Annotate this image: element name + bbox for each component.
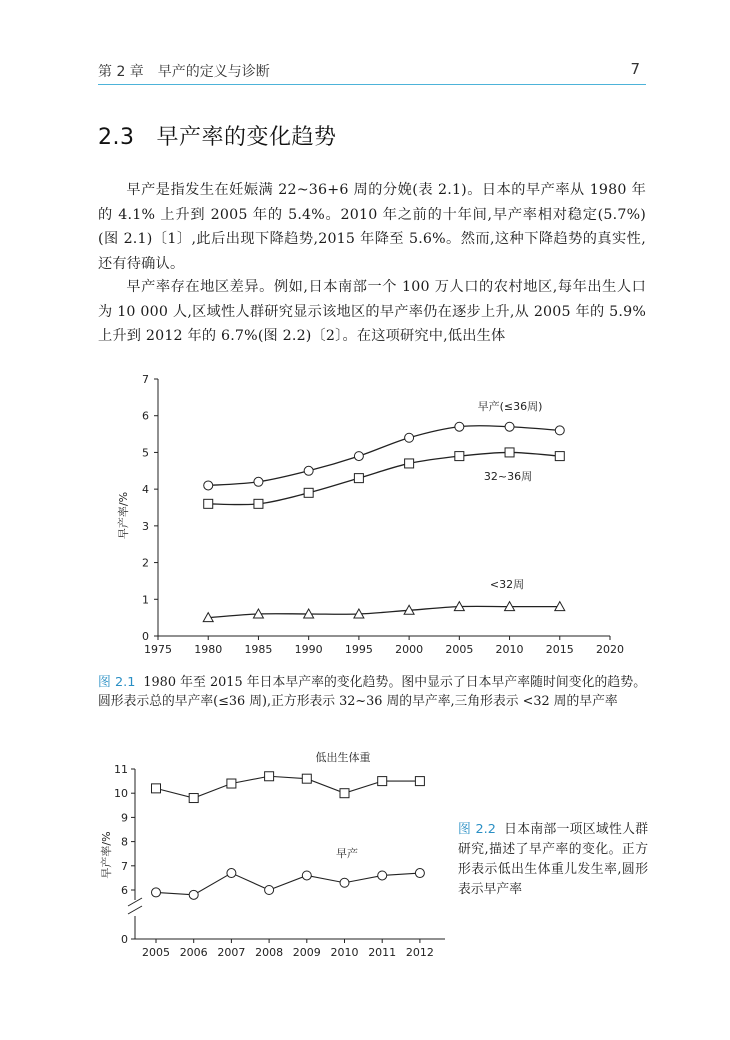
chart2-axis-break — [128, 906, 142, 914]
chart2-point — [265, 886, 274, 895]
chart1-y-tick-label: 7 — [142, 373, 149, 386]
chart2-axis-break — [128, 898, 142, 906]
chart2-y-tick-label: 8 — [121, 835, 128, 849]
chart1-point — [204, 481, 213, 490]
chart1-point — [455, 452, 464, 461]
chart2-y-tick-label: 7 — [121, 859, 128, 873]
figure-2-1-caption-text: 1980 年至 2015 年日本早产率的变化趋势。图中显示了日本早产率随时间变化的趋势。圆形表示总的早产率(≤36 周),正方形表示 32~36 周的早产率,三角形表示 <32 周的早产率 — [98, 675, 646, 709]
chart2-x-tick-label: 2011 — [368, 946, 397, 959]
chart1-y-tick-label: 4 — [142, 483, 149, 497]
chart1-point — [354, 474, 363, 483]
chart1-point — [354, 452, 363, 461]
figure-2-2-label: 图 2.2 — [458, 822, 496, 837]
chart1-x-tick-label: 1995 — [344, 643, 373, 656]
chart1-point — [304, 488, 313, 497]
chart1-point — [253, 609, 263, 618]
chart1-point — [404, 605, 414, 614]
chart2-point — [302, 774, 311, 783]
paragraph-2: 早产率存在地区差异。例如,日本南部一个 100 万人口的农村地区,每年出生人口为 10 000 人,区域性人群研究显示该地区的早产率仍在逐步上升,从 2005 年的 5.9% 上升到 2012 年的 6.7%(图 2.2)〔2〕。在这项研究中,低出生体 — [98, 279, 646, 344]
chart2-point — [227, 779, 236, 788]
chart1-point — [203, 613, 213, 622]
chart1-series-line — [208, 426, 560, 486]
chart2-x-tick-label: 2005 — [142, 946, 170, 959]
chart1-point — [354, 609, 364, 618]
chart1-point — [555, 426, 564, 435]
figure-2-2-caption — [458, 820, 648, 900]
chart1-x-tick-label: 2000 — [395, 643, 424, 656]
chart2-y-tick-label: 9 — [121, 811, 128, 825]
chart2-x-tick-label: 2012 — [405, 946, 434, 959]
chart2-series-line — [156, 873, 420, 895]
chart1-series-label: 32~36周 — [483, 470, 533, 483]
chart1-y-tick-label: 3 — [142, 519, 149, 533]
chart1-point — [505, 422, 514, 431]
chart2-point — [302, 871, 311, 880]
chart2-x-tick-label: 2010 — [330, 946, 359, 959]
chart2-point — [340, 789, 349, 798]
chart1-x-tick-label: 2010 — [495, 643, 524, 656]
chart1-point — [555, 602, 565, 611]
chart2-point — [152, 888, 161, 897]
chart2-series-line — [156, 776, 420, 798]
chart1-series-label: 早产(≤36周) — [477, 400, 543, 413]
chart2-y-axis-label: 早产率/% — [100, 831, 113, 879]
running-header — [98, 60, 646, 85]
chart1-point — [204, 499, 213, 508]
chart1-point — [505, 602, 515, 611]
chart2-y-tick-label: 10 — [114, 787, 128, 801]
chart1-series-label: <32周 — [489, 578, 525, 591]
chart1-point — [405, 459, 414, 468]
section-number: 2.3 — [98, 125, 135, 150]
chart1-point — [254, 499, 263, 508]
chart1-y-axis-label: 早产率/% — [117, 491, 130, 540]
chart1-series-line — [208, 452, 560, 504]
chart2-point — [152, 784, 161, 793]
chart1-y-tick-label: 0 — [142, 630, 149, 643]
figure-2-2-caption-text: 日本南部一项区域性人群研究,描述了早产率的变化。正方形表示低出生体重儿发生率,圆形表示早产率 — [458, 822, 649, 897]
chart2-x-tick-label: 2008 — [255, 946, 284, 959]
chart2-series-label: 低出生体重 — [315, 751, 371, 764]
chart1-point — [454, 602, 464, 611]
section-heading — [98, 120, 337, 151]
chart1-series-line — [208, 606, 560, 617]
chart1-x-tick-label: 1990 — [294, 643, 323, 656]
chart2-y-tick-label: 11 — [114, 763, 128, 776]
chart2-point — [265, 772, 274, 781]
figure-2-1-label: 图 2.1 — [98, 675, 136, 690]
chart2-x-tick-label: 2006 — [179, 946, 208, 959]
section-title: 早产率的变化趋势 — [156, 125, 337, 150]
chart1-x-tick-label: 2015 — [545, 643, 574, 656]
chart2-x-tick-label: 2007 — [217, 946, 246, 959]
chart1-x-tick-label: 2020 — [596, 643, 624, 656]
chart1-point — [455, 422, 464, 431]
chart1-point — [555, 452, 564, 461]
chart2-point — [415, 777, 424, 786]
chart1-x-tick-label: 1985 — [244, 643, 273, 656]
chart2-point — [340, 878, 349, 887]
page-number: 7 — [630, 60, 640, 78]
chapter-title: 第 2 章 早产的定义与诊断 — [98, 64, 270, 80]
chart2-point — [378, 777, 387, 786]
chart2-y-tick-label: 0 — [121, 933, 128, 946]
chart1-point — [304, 466, 313, 475]
chart2-series-label: 早产 — [336, 847, 358, 860]
chart1-x-tick-label: 1975 — [144, 643, 172, 656]
chart1-x-tick-label: 2005 — [445, 643, 474, 656]
chart1-y-tick-label: 2 — [142, 556, 149, 570]
chart2-point — [415, 869, 424, 878]
chart1-point — [505, 448, 514, 457]
chart1-y-tick-label: 1 — [142, 593, 149, 607]
chart1-y-tick-label: 5 — [142, 446, 149, 460]
chart2-y-tick-label: 6 — [121, 884, 128, 897]
paragraph-1: 早产是指发生在妊娠满 22~36+6 周的分娩(表 2.1)。日本的早产率从 1980 年的 4.1% 上升到 2005 年的 5.4%。2010 年之前的十年间,早产率相对稳定(5.7%)(图 2.1)〔1〕,此后出现下降趋势,2015 年降至 5.6%。然而,这种下降趋势的真实性,还有待确认。 — [98, 182, 646, 272]
chart1-y-tick-label: 6 — [142, 409, 149, 423]
chart1-point — [304, 609, 314, 618]
chart1-point — [254, 477, 263, 486]
figure-2-1-caption — [98, 673, 646, 711]
chart2-x-tick-label: 2009 — [292, 946, 321, 959]
chart2-point — [378, 871, 387, 880]
chart2-point — [189, 890, 198, 899]
chart2-point — [227, 869, 236, 878]
chart1-x-tick-label: 1980 — [194, 643, 223, 656]
chart2-point — [189, 794, 198, 803]
chart1-point — [405, 433, 414, 442]
